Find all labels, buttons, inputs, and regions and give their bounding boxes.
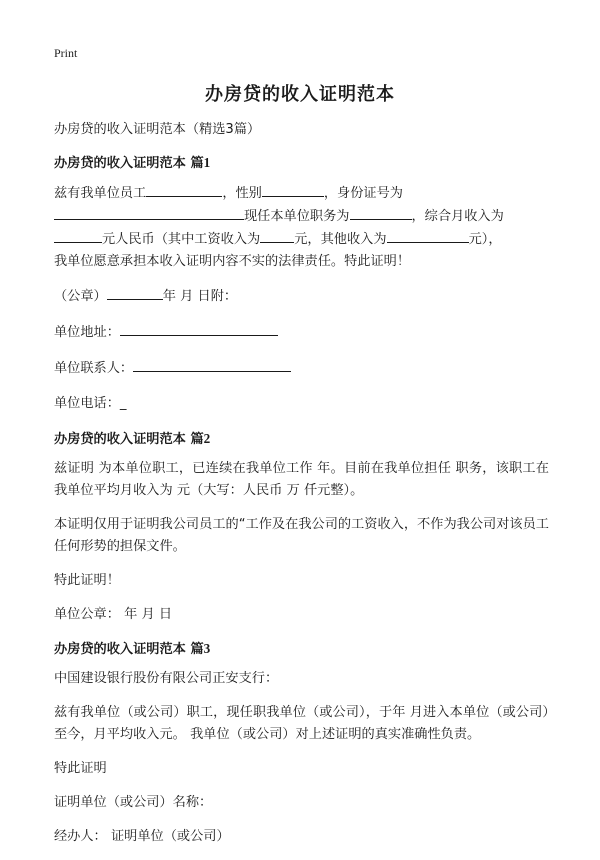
section-2-paragraph: 本证明仅用于证明我公司员工的“工作及在我公司的工资收入，不作为我公司对该员工任何形势的担保文件。 [54, 517, 549, 554]
section-heading-number: 篇2 [190, 431, 211, 446]
unit-address-field [54, 321, 549, 344]
text-segment: ，身份证号为 [323, 186, 403, 201]
section-2-paragraph: 特此证明！ [54, 573, 120, 588]
field-label: 单位地址： [54, 325, 120, 340]
blank-line [54, 228, 102, 243]
blank-line [262, 182, 324, 197]
section-heading-text: 办房贷的收入证明范本 [54, 156, 191, 171]
text-segment: 现任本单位职务为 [244, 209, 350, 224]
document-body [54, 119, 549, 860]
section-heading-number: 篇1 [190, 155, 211, 170]
blank-line [387, 228, 469, 243]
text-segment: 年 月 日附： [162, 289, 238, 304]
text-segment: 元）， [468, 232, 502, 247]
section-heading-2 [54, 428, 549, 451]
field-label: 单位联系人： [54, 361, 134, 376]
section-3-paragraph: 中国建设银行股份有限公司正安支行： [54, 671, 279, 686]
blank-line [350, 205, 412, 220]
section-2-paragraph: 单位公章： 年 月 日 [54, 607, 173, 622]
section-heading-3 [54, 638, 549, 661]
section-3-paragraph: 特此证明 [54, 761, 107, 776]
blank-line [107, 285, 163, 300]
section-3-paragraph: 兹有我单位（或公司）职工，现任职我单位（或公司），于年 月进入本单位（或公司）至今，月平均收入元。 我单位（或公司）对上述证明的真实准确性负责。 [54, 705, 549, 742]
section-3-paragraph: 经办人： 证明单位（或公司） [54, 829, 230, 844]
text-segment: ，性别 [222, 186, 262, 201]
blank-line [54, 205, 244, 220]
section-heading-number: 篇3 [190, 641, 211, 656]
section-heading-text: 办房贷的收入证明范本 [54, 432, 191, 447]
unit-contact-field [54, 357, 549, 380]
text-segment: 兹有我单位员工 [54, 186, 147, 201]
document-subtitle: 办房贷的收入证明范本（精选3篇） [54, 122, 261, 137]
section-heading-1 [54, 152, 549, 175]
blank-line [133, 357, 291, 372]
text-segment: 元，其他收入为 [294, 232, 387, 247]
section-1-paragraph [54, 182, 549, 273]
seal-date-line [54, 285, 549, 308]
text-segment: 我单位愿意承担本收入证明内容不实的法律责任。特此证明！ [54, 254, 411, 269]
section-heading-text: 办房贷的收入证明范本 [54, 642, 191, 657]
blank-line [120, 321, 278, 336]
print-link[interactable]: Print [54, 46, 78, 60]
blank-line [146, 182, 222, 197]
section-3-paragraph: 证明单位（或公司）名称： [54, 795, 213, 810]
blank-line [260, 228, 294, 243]
text-segment: ，综合月收入为 [411, 209, 504, 224]
section-2-paragraph: 兹证明 为本单位职工，已连续在我单位工作 年。目前在我单位担任 职务，该职工在我单位平均月收入为 元（大写：人民币 万 仟元整）。 [54, 461, 549, 498]
text-segment: （公章） [54, 289, 107, 304]
unit-phone-field: 单位电话：_ [54, 396, 127, 411]
text-segment: 元人民币（其中工资收入为 [102, 232, 261, 247]
document-title: 办房贷的收入证明范本 [205, 84, 395, 105]
